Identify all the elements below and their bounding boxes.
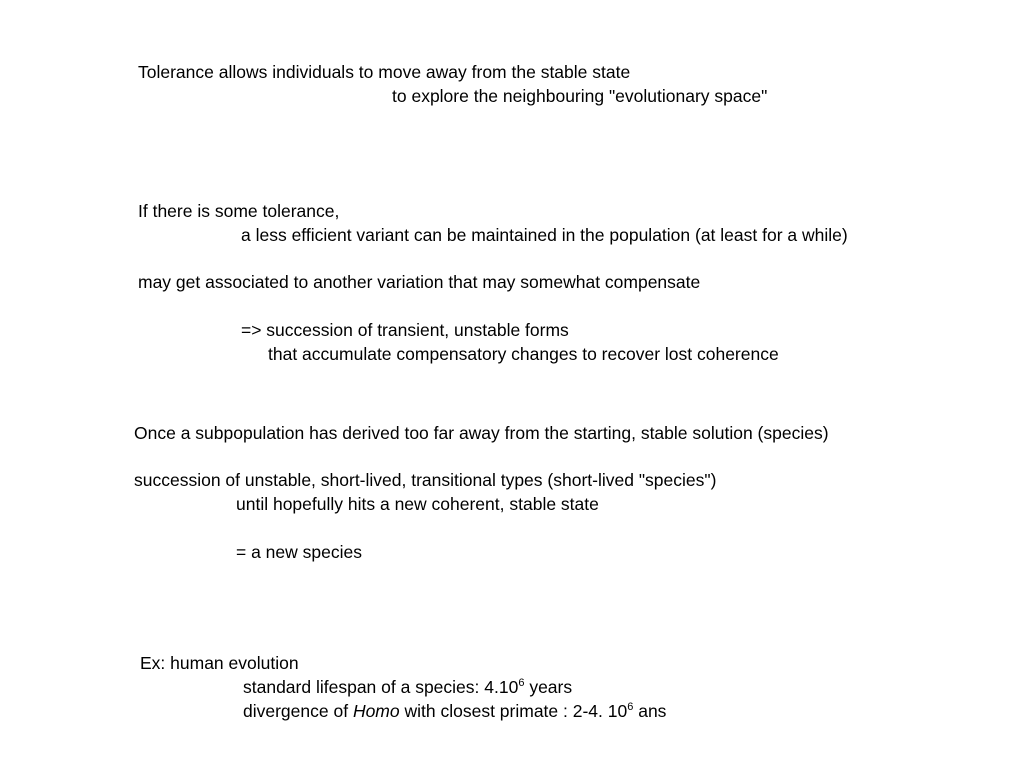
text-line: Ex: human evolution xyxy=(140,653,299,673)
text-line: a less efficient variant can be maintained in the population (at least for a while) xyxy=(241,225,848,245)
italic-term: Homo xyxy=(352,701,400,721)
text-line: Once a subpopulation has derived too far away from the starting, stable solution (species) xyxy=(134,423,829,443)
text-line: If there is some tolerance, xyxy=(138,201,340,221)
text-span: ans xyxy=(633,701,667,721)
superscript: 6 xyxy=(518,677,525,690)
text-line: to explore the neighbouring "evolutionary space" xyxy=(392,86,768,106)
text-span: years xyxy=(524,677,573,697)
text-line: => succession of transient, unstable forms xyxy=(241,320,569,340)
text-line-with-superscript xyxy=(243,677,572,697)
text-line-with-superscript xyxy=(243,701,666,721)
text-line: succession of unstable, short-lived, transitional types (short-lived "species") xyxy=(134,470,717,490)
text-span: divergence of xyxy=(243,701,353,721)
text-line: Tolerance allows individuals to move away from the stable state xyxy=(138,62,631,82)
text-line: until hopefully hits a new coherent, stable state xyxy=(236,494,599,514)
text-span: with closest primate : 2-4. 10 xyxy=(399,701,628,721)
superscript: 6 xyxy=(627,701,634,714)
text-line: = a new species xyxy=(236,542,362,562)
text-line: that accumulate compensatory changes to recover lost coherence xyxy=(268,344,779,364)
text-span: standard lifespan of a species: 4.10 xyxy=(243,677,519,697)
text-line: may get associated to another variation that may somewhat compensate xyxy=(138,272,701,292)
